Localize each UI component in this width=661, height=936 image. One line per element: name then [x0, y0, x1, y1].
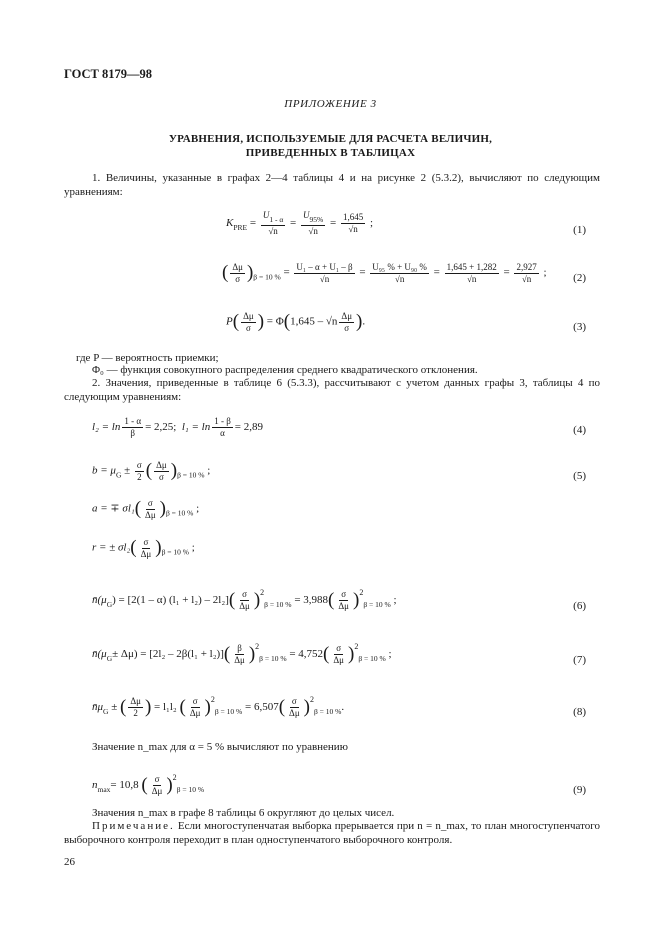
equation-3: P( $\frac{\Delta\mu}{\sigma}$ ) = Φ(1,645 – √n $\frac{\Delta\mu}{\sigma}$ ). [226, 310, 366, 333]
equation-3-number: (3) [573, 321, 586, 333]
equation-4: l₂ = ln $\frac{1 - \alpha}{\beta}$ = 2,25; l₁ = ln $\frac{1 - \beta}{\alpha}$ = 2,89 [92, 416, 263, 438]
where-p: где P — вероятность приемки; [76, 352, 219, 364]
equation-r: r = ± σl₂( $\frac{\sigma}{\Delta\mu}$ )$_{\beta = 10 \%}$ ; [92, 536, 195, 559]
equation-4-number: (4) [573, 424, 586, 436]
note [64, 819, 600, 847]
equation-7: $n̄(\mu_G\pm \Delta\mu) = [2l_2 - 2\beta(l_1 + l_2)]$( $\frac{\beta}{\Delta\mu}$ )$^2_{\beta = 10 \%}$ = 4,752( $\frac{\sigma}{\Delta\mu}$ )$^2_{\beta = 10 \%}$ ; [92, 642, 392, 665]
page-number: 26 [64, 856, 75, 868]
note-text: Если многоступенчатая выборка прерывается при n = n_max, то план многоступенчатого выборочного контроля переходит в план одноступенчатого выборочного контроля. [64, 820, 600, 846]
standard-code: ГОСТ 8179—98 [64, 67, 153, 81]
appendix-title-line2: ПРИВЕДЕННЫХ В ТАБЛИЦАХ [245, 147, 416, 159]
equation-8: $n̄\mu_G$ ± ( $\frac{\Delta\mu}{2}$ ) = l₁l₂ ( $\frac{\sigma}{\Delta\mu}$ )$^2_{\beta = 10 \%}$ = 6,507( $\frac{\sigma}{\Delta\mu}$ )$^2_{\beta = 10 \%}$. [92, 695, 345, 718]
equation-2: ( $\frac{\Delta\mu}{\sigma}$ )$_{\beta = 10 \%}$ = $\frac{\text{U₁ – α + U₁ – β}}{√n}$ = $\frac{\text{U₉₅ \% + U₉₀ \%}}{√n}$ = $\frac{1,645 + 1,282}{√n}$ = $\frac{2,927}{√n}$ ; [222, 261, 547, 284]
equation-7-number: (7) [573, 654, 586, 666]
equation-6-number: (6) [573, 600, 586, 612]
equation-2-number: (2) [573, 272, 586, 284]
paragraph-2: 2. Значения, приведенные в таблице 6 (5.3.3), рассчитывают с учетом данных графы 3, таблицы 4 по следующим уравнениям: [64, 377, 600, 403]
equation-a: a = ∓ σl₁( $\frac{\sigma}{\Delta\mu}$ )$_{\beta = 10 \%}$ ; [92, 497, 200, 520]
paragraph-1: 1. Величины, указанные в графах 2—4 таблицы 4 и на рисунке 2 (5.3.2), вычисляют по следующим уравнениям: [64, 172, 600, 198]
appendix-title-line1: УРАВНЕНИЯ, ИСПОЛЬЗУЕМЫЕ ДЛЯ РАСЧЕТА ВЕЛИЧИН, [168, 133, 493, 145]
nmax-round: Значения n_max в графе 8 таблицы 6 округляют до целых чисел. [92, 807, 395, 819]
equation-5: $b = \mu_G$ ± $\frac{\sigma}{2}$ ( $\frac{\Delta\mu}{\sigma}$ )$_{\beta = 10 \%}$ ; [92, 459, 211, 482]
equation-1-number: (1) [573, 224, 586, 236]
equation-8-number: (8) [573, 706, 586, 718]
equation-6: $n̄(\mu_G) = [2(1 - \alpha) (l_1 + l_2) - 2l_2]$( $\frac{\sigma}{\Delta\mu}$ )$^2_{\beta = 10 \%}$ = 3,988( $\frac{\sigma}{\Delta\mu}$ )$^2_{\beta = 10 \%}$ ; [92, 588, 397, 611]
equation-9: $n_{max}= 10,8$ ( $\frac{\sigma}{\Delta\mu}$ )$^2_{\beta = 10 \%}$ [92, 773, 205, 796]
equation-1: $K_{PRE}$ = $\frac{U_{1 - \alpha}}{√n}$ = $\frac{U_{95\%}}{√n}$ = $\frac{1,645}{√n}$ ; [226, 210, 374, 236]
equation-9-number: (9) [573, 784, 586, 796]
nmax-intro: Значение n_max для α = 5 % вычисляют по уравнению [92, 741, 348, 753]
equation-5-number: (5) [573, 470, 586, 482]
where-phi: Φ₀ — функция совокупного распределения среднего квадратического отклонения. [92, 364, 478, 376]
appendix-label: ПРИЛОЖЕНИЕ 3 [284, 98, 377, 110]
note-label: Примечание. [92, 820, 175, 832]
